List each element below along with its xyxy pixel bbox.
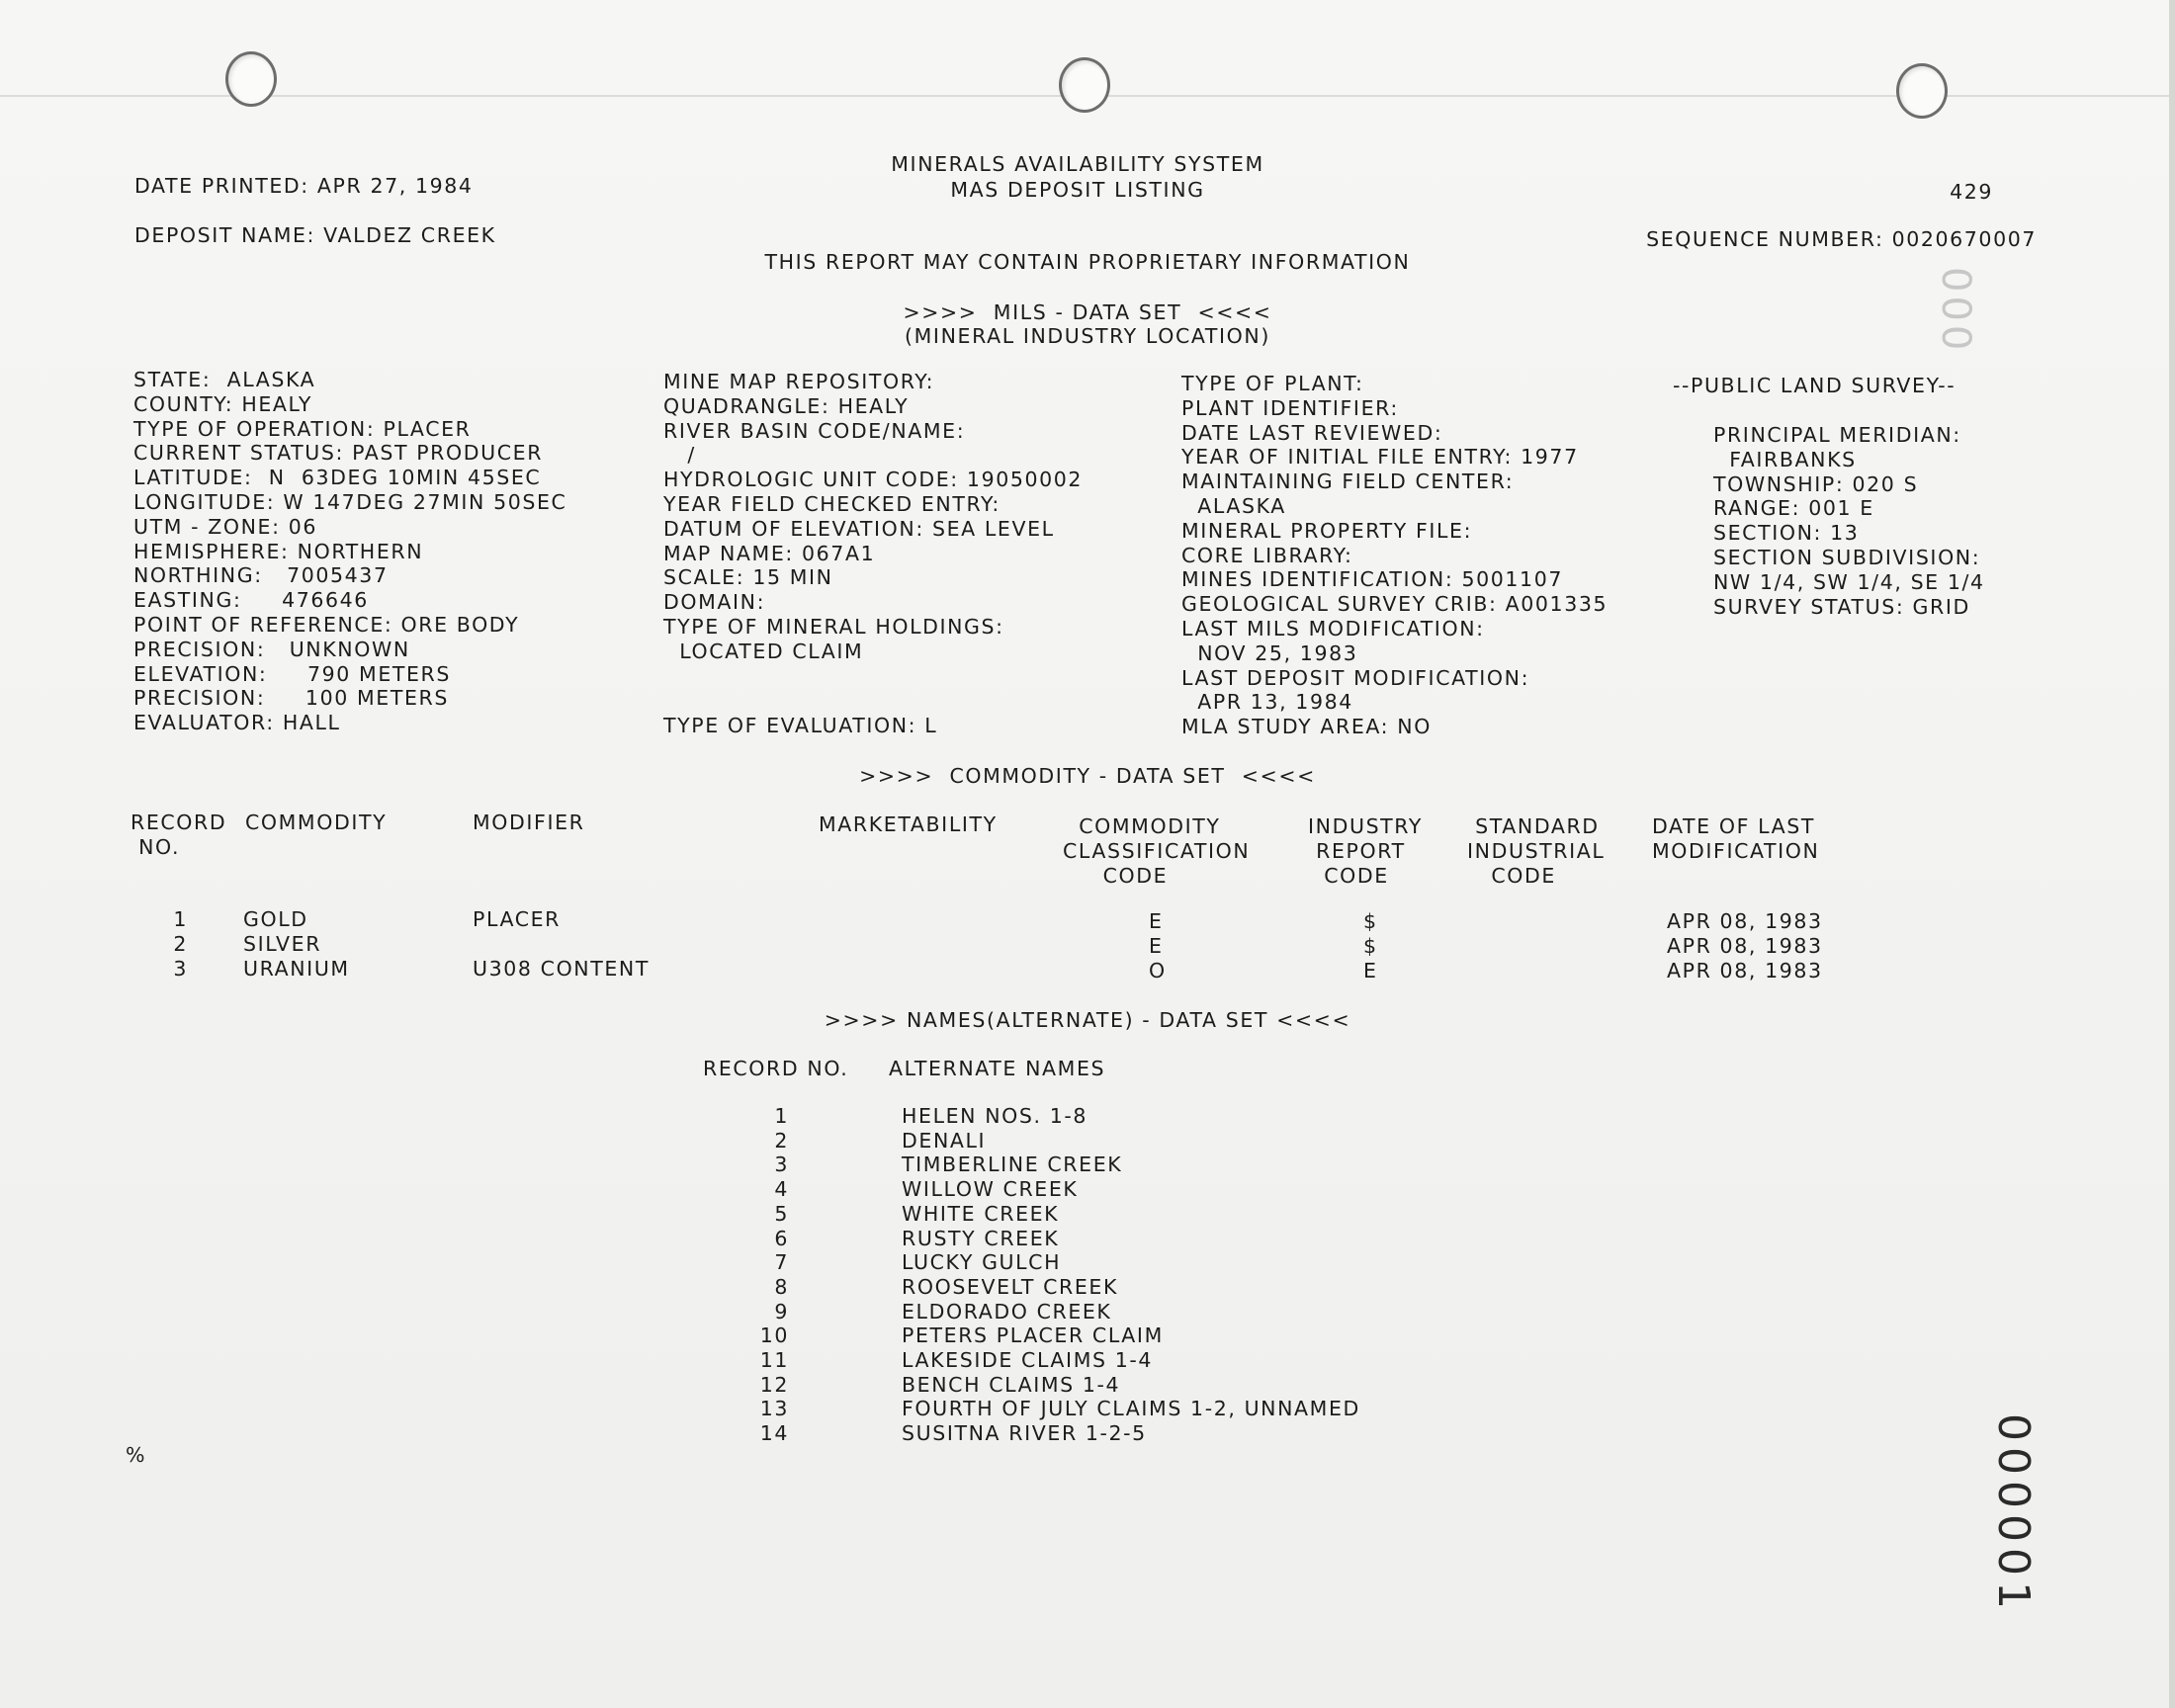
col-header-industry-report-code: INDUSTRY REPORT CODE bbox=[1308, 814, 1423, 888]
mils-field: MINES IDENTIFICATION: 5001107 bbox=[1181, 567, 1563, 592]
alternate-name: FOURTH OF JULY CLAIMS 1-2, UNNAMED bbox=[902, 1397, 1360, 1421]
deposit-name: DEPOSIT NAME: VALDEZ CREEK bbox=[134, 223, 496, 247]
punch-hole-center bbox=[1059, 57, 1110, 113]
mils-field: STATE: ALASKA bbox=[133, 368, 316, 391]
mils-field: ELEVATION: 790 METERS bbox=[133, 661, 452, 686]
mils-field: NOV 25, 1983 bbox=[1181, 640, 1358, 665]
col-header-commodity: COMMODITY bbox=[245, 811, 388, 834]
page-number: 429 bbox=[1950, 180, 1993, 204]
public-land-survey-heading: --PUBLIC LAND SURVEY-- bbox=[1673, 374, 1957, 397]
mils-field: APR 13, 1984 bbox=[1181, 690, 1353, 715]
mils-field: DATE LAST REVIEWED: bbox=[1181, 420, 1443, 445]
alternate-record-number: 3 bbox=[774, 1153, 789, 1177]
land-survey-field: SURVEY STATUS: GRID bbox=[1713, 594, 1970, 619]
mils-subheading: (MINERAL INDUSTRY LOCATION) bbox=[905, 324, 1270, 348]
date-last-modified: APR 08, 1983 bbox=[1667, 933, 1823, 958]
land-survey-field: SECTION: 13 bbox=[1713, 521, 1860, 546]
mils-field: / bbox=[663, 443, 696, 468]
industry-report-code: $ bbox=[1363, 909, 1378, 933]
commodity-name: SILVER bbox=[243, 931, 322, 956]
alternate-name: BENCH CLAIMS 1-4 bbox=[902, 1372, 1121, 1397]
mils-field: MINERAL PROPERTY FILE: bbox=[1181, 518, 1473, 543]
mils-field: PLANT IDENTIFIER: bbox=[1181, 395, 1399, 420]
mils-field: DATUM OF ELEVATION: SEA LEVEL bbox=[663, 516, 1055, 541]
land-survey-field: FAIRBANKS bbox=[1713, 447, 1857, 471]
alternate-record-number: 1 bbox=[774, 1104, 789, 1128]
system-title: MINERALS AVAILABILITY SYSTEM bbox=[891, 152, 1264, 176]
alternate-name: HELEN NOS. 1-8 bbox=[902, 1104, 1088, 1128]
alternate-name: ROOSEVELT CREEK bbox=[902, 1274, 1119, 1299]
alternate-record-number: 2 bbox=[774, 1128, 789, 1153]
alternate-record-number: 7 bbox=[774, 1250, 789, 1275]
mils-field: LOCATED CLAIM bbox=[663, 639, 864, 663]
sequence-number: SEQUENCE NUMBER: 0020670007 bbox=[1646, 227, 2037, 251]
proprietary-notice: THIS REPORT MAY CONTAIN PROPRIETARY INFORMATION bbox=[764, 250, 1411, 274]
alternate-name: LAKESIDE CLAIMS 1-4 bbox=[902, 1348, 1153, 1372]
mils-field: HEMISPHERE: NORTHERN bbox=[133, 539, 424, 563]
listing-title: MAS DEPOSIT LISTING bbox=[950, 178, 1205, 202]
mils-field: PRECISION: UNKNOWN bbox=[133, 637, 410, 661]
mils-field: ALASKA bbox=[1181, 494, 1286, 518]
alternate-name: SUSITNA RIVER 1-2-5 bbox=[902, 1421, 1147, 1446]
page-right-edge bbox=[2169, 0, 2175, 1708]
alternate-name: LUCKY GULCH bbox=[902, 1250, 1062, 1275]
mils-field: GEOLOGICAL SURVEY CRIB: A001335 bbox=[1181, 592, 1609, 617]
date-last-modified: APR 08, 1983 bbox=[1667, 909, 1823, 933]
alternate-record-number: 5 bbox=[774, 1201, 789, 1226]
col-header-record-no: RECORD NO. bbox=[703, 1057, 849, 1080]
land-survey-field: TOWNSHIP: 020 S bbox=[1713, 471, 1919, 496]
col-header-classification-code: COMMODITY CLASSIFICATION CODE bbox=[1063, 814, 1251, 888]
punch-hole-left bbox=[225, 51, 277, 107]
mils-field: QUADRANGLE: HEALY bbox=[663, 393, 910, 418]
col-header-alternate-names: ALTERNATE NAMES bbox=[889, 1057, 1106, 1080]
alternate-name: ELDORADO CREEK bbox=[902, 1299, 1112, 1324]
mils-field: TYPE OF OPERATION: PLACER bbox=[133, 416, 472, 441]
commodity-name: GOLD bbox=[243, 907, 308, 931]
alternate-name: PETERS PLACER CLAIM bbox=[902, 1324, 1164, 1348]
mils-field: MINE MAP REPOSITORY: bbox=[663, 370, 935, 393]
col-header-date-modified: DATE OF LAST MODIFICATION bbox=[1652, 814, 1820, 863]
mils-field: LONGITUDE: W 147DEG 27MIN 50SEC bbox=[133, 490, 567, 514]
percent-mark: % bbox=[126, 1443, 147, 1467]
mils-field: EVALUATOR: HALL bbox=[133, 711, 341, 735]
date-last-modified: APR 08, 1983 bbox=[1667, 958, 1823, 982]
faint-stamp: 000 bbox=[1933, 267, 1978, 355]
names-heading: >>>> NAMES(ALTERNATE) - DATA SET <<<< bbox=[824, 1008, 1351, 1032]
mils-field: DOMAIN: bbox=[663, 590, 766, 615]
type-of-evaluation: TYPE OF EVALUATION: L bbox=[663, 714, 938, 737]
alternate-record-number: 6 bbox=[774, 1226, 789, 1250]
alternate-name: TIMBERLINE CREEK bbox=[902, 1153, 1123, 1177]
classification-code: O bbox=[1149, 958, 1167, 982]
commodity-name: URANIUM bbox=[243, 956, 350, 981]
mils-field: MAP NAME: 067A1 bbox=[663, 541, 876, 565]
mils-field: EASTING: 476646 bbox=[133, 588, 369, 613]
alternate-record-number: 11 bbox=[759, 1348, 789, 1372]
alternate-name: RUSTY CREEK bbox=[902, 1226, 1060, 1250]
land-survey-field: RANGE: 001 E bbox=[1713, 496, 1874, 521]
mils-field: MAINTAINING FIELD CENTER: bbox=[1181, 470, 1515, 494]
mils-field: CORE LIBRARY: bbox=[1181, 543, 1353, 567]
land-survey-field: PRINCIPAL MERIDIAN: bbox=[1713, 423, 1961, 447]
alternate-record-number: 8 bbox=[774, 1274, 789, 1299]
land-survey-field: SECTION SUBDIVISION: bbox=[1713, 546, 1981, 569]
mils-field: HYDROLOGIC UNIT CODE: 19050002 bbox=[663, 468, 1084, 492]
mils-field: TYPE OF MINERAL HOLDINGS: bbox=[663, 615, 1004, 639]
classification-code: E bbox=[1149, 909, 1164, 933]
alternate-record-number: 13 bbox=[759, 1397, 789, 1421]
mils-field: SCALE: 15 MIN bbox=[663, 565, 833, 590]
commodity-heading: >>>> COMMODITY - DATA SET <<<< bbox=[859, 764, 1316, 788]
date-printed: DATE PRINTED: APR 27, 1984 bbox=[134, 174, 474, 198]
mils-field: RIVER BASIN CODE/NAME: bbox=[663, 418, 966, 443]
record-number: 3 bbox=[173, 956, 188, 981]
mils-field: LAST MILS MODIFICATION: bbox=[1181, 617, 1485, 640]
mils-field: LAST DEPOSIT MODIFICATION: bbox=[1181, 665, 1530, 690]
mils-field: POINT OF REFERENCE: ORE BODY bbox=[133, 613, 520, 637]
mils-field: NORTHING: 7005437 bbox=[133, 563, 389, 588]
mils-field: CURRENT STATUS: PAST PRODUCER bbox=[133, 441, 544, 466]
alternate-record-number: 14 bbox=[759, 1421, 789, 1446]
col-header-sic-code: STANDARD INDUSTRIAL CODE bbox=[1467, 814, 1606, 888]
col-header-modifier: MODIFIER bbox=[473, 811, 585, 834]
mils-field: PRECISION: 100 METERS bbox=[133, 686, 449, 711]
alternate-record-number: 12 bbox=[759, 1372, 789, 1397]
classification-code: E bbox=[1149, 933, 1164, 958]
commodity-modifier: PLACER bbox=[473, 907, 562, 931]
alternate-name: DENALI bbox=[902, 1128, 987, 1153]
punch-hole-right bbox=[1896, 63, 1948, 119]
mils-field: LATITUDE: N 63DEG 10MIN 45SEC bbox=[133, 466, 542, 490]
mils-field: MLA STUDY AREA: NO bbox=[1181, 715, 1432, 739]
alternate-name: WILLOW CREEK bbox=[902, 1177, 1079, 1202]
record-number: 2 bbox=[173, 931, 188, 956]
commodity-modifier: U308 CONTENT bbox=[473, 956, 650, 981]
mils-field: UTM - ZONE: 06 bbox=[133, 514, 318, 539]
record-number: 1 bbox=[173, 907, 188, 931]
alternate-record-number: 9 bbox=[774, 1299, 789, 1324]
alternate-record-number: 4 bbox=[774, 1177, 789, 1202]
mils-field: YEAR OF INITIAL FILE ENTRY: 1977 bbox=[1181, 445, 1579, 470]
alternate-record-number: 10 bbox=[759, 1324, 789, 1348]
industry-report-code: E bbox=[1363, 958, 1378, 982]
page-stamp-number: 000001 bbox=[1988, 1413, 2039, 1615]
industry-report-code: $ bbox=[1363, 933, 1378, 958]
alternate-name: WHITE CREEK bbox=[902, 1201, 1060, 1226]
mils-field: YEAR FIELD CHECKED ENTRY: bbox=[663, 492, 1000, 516]
col-header-marketability: MARKETABILITY bbox=[819, 812, 998, 836]
mils-field: COUNTY: HEALY bbox=[133, 391, 312, 416]
land-survey-field: NW 1/4, SW 1/4, SE 1/4 bbox=[1713, 569, 1985, 594]
mils-field: TYPE OF PLANT: bbox=[1181, 372, 1364, 395]
mils-heading: >>>> MILS - DATA SET <<<< bbox=[903, 300, 1272, 324]
col-header-record: RECORD NO. bbox=[130, 811, 227, 859]
